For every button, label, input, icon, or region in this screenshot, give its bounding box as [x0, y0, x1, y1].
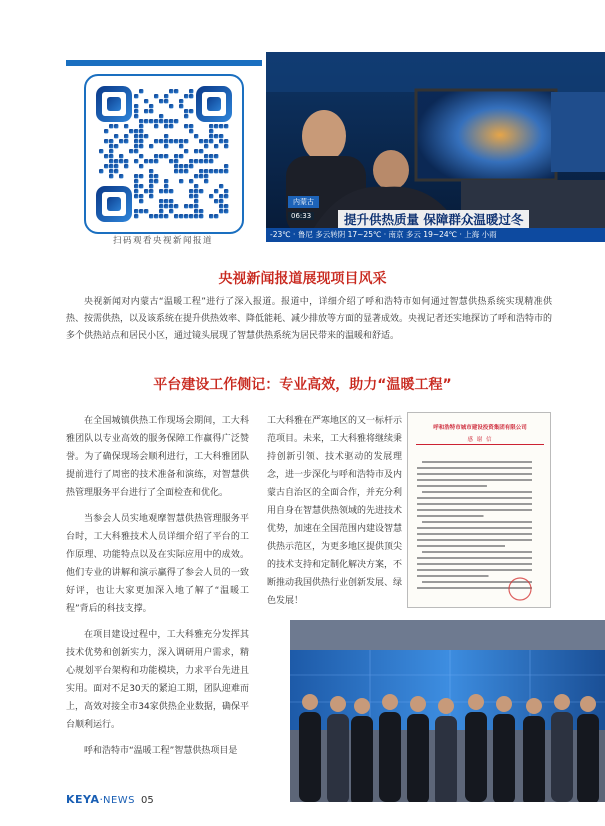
- letter-divider: [416, 444, 544, 445]
- news-region-badge: 内蒙古: [288, 196, 319, 208]
- letter-subtitle: 感 谢 信: [467, 437, 493, 443]
- page-footer: [66, 793, 154, 806]
- section2-title: 平台建设工作侧记：专业高效，助力“温暖工程”: [153, 377, 452, 393]
- team-group-photo: [290, 620, 605, 802]
- news-headline: 提升供热质量 保障群众温暖过冬: [338, 210, 529, 228]
- section2-paragraph: 呼和浩特市“温暖工程”智慧供热项目是: [84, 746, 238, 756]
- footer-label: NEWS: [102, 795, 136, 806]
- news-broadcast-photo: [266, 52, 605, 242]
- page-number: 05: [141, 795, 154, 806]
- thank-you-letter-image: [407, 412, 551, 608]
- section2-paragraph: 在全国城镇供热工作现场会期间，工大科雅团队以专业高效的服务保障工作赢得广泛赞誉。为了确保现场会顺利进行，工大科雅团队提前进行了周密的技术准备和演练，对智慧供热管理服务平台进行了全面检查和优化。: [66, 416, 249, 498]
- header-accent-bar: [66, 60, 262, 66]
- section2-mid-column: 工大科雅在严寒地区的又一标杆示范项目。未来，工大科雅将继续秉持创新引领、技术驱动的发展理念，进一步深化与呼和浩特市及内蒙古自治区的全面合作，并充分利用自身在智慧供热领域的先进技术优势，加速在全国范围内建设智慧供热示范区，为更多地区提供顶尖的技术支持和定制化解决方案，不断推动我国供热行业创新发展、绿色发展！: [267, 416, 403, 606]
- qr-code[interactable]: [84, 74, 244, 234]
- news-time: 06:33: [288, 212, 314, 220]
- footer-separator: ·: [99, 793, 103, 806]
- news-ticker: -23℃ · 鲁尼 多云转阴 17~25℃ · 南京 多云 19~24℃ · 上海 小雨: [266, 228, 605, 242]
- section1-title: 央视新闻报道展现项目风采: [218, 271, 387, 287]
- qr-caption: 扫码观看央视新闻报道: [112, 236, 213, 246]
- footer-brand: KEYA: [66, 793, 100, 806]
- letter-title: 呼和浩特市城市建设投资集团有限公司: [433, 425, 527, 431]
- section2-paragraph: 当参会人员实地观摩智慧供热管理服务平台时，工大科雅技术人员详细介绍了平台的工作原理、功能特点以及在实际应用中的成效。他们专业的讲解和演示赢得了参会人员的一致好评，也让大家更加深入地了解了“温暖工程”背后的科技支撑。: [66, 514, 249, 614]
- qr-code-graphic: [86, 76, 242, 232]
- section1-body: 央视新闻对内蒙古“温暖工程”进行了深入报道。报道中，详细介绍了呼和浩特市如何通过智慧供热系统实现精准供热、按需供热，以及该系统在提升供热效率、降低能耗、减少排放等方面的显著成效。央视记者还实地探访了呼和浩特市的多个供热站点和居民小区，通过镜头展现了智慧供热系统为居民带来的温暖和舒适。: [66, 297, 553, 341]
- section2-paragraph: 在项目建设过程中，工大科雅充分发挥其技术优势和创新实力，深入调研用户需求，精心规划平台架构和功能模块，力求平台先进且实用。面对不足30天的紧迫工期，团队迎难而上，高效对接全市34家供热企业数据，确保平台顺利运行。: [66, 630, 249, 730]
- section2-left-column: [66, 412, 249, 768]
